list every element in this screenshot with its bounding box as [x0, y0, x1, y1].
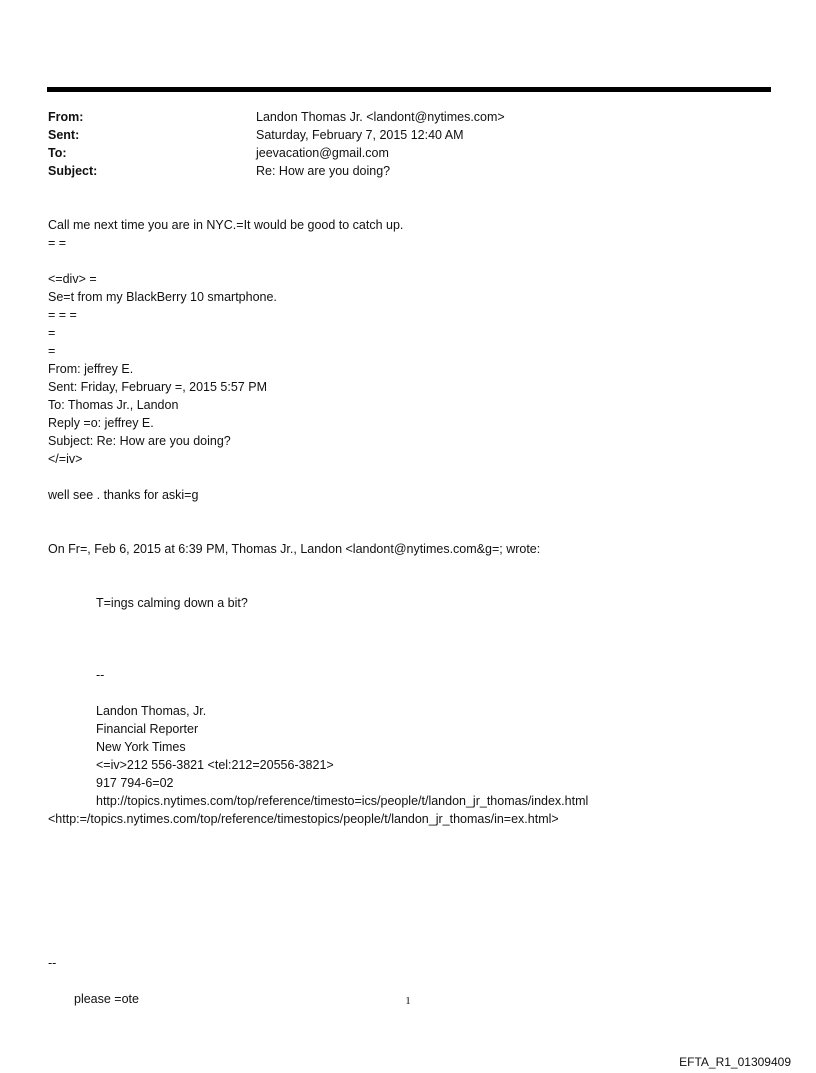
- body-line: <=iv>212 556-3821 <tel:212=20556-3821>: [96, 758, 334, 772]
- body-line: =: [48, 344, 56, 358]
- body-line: Landon Thomas, Jr.: [96, 704, 207, 718]
- to-label: To:: [48, 146, 67, 160]
- from-label: From:: [48, 110, 84, 124]
- sent-value: Saturday, February 7, 2015 12:40 AM: [256, 128, 464, 142]
- email-body: [48, 216, 788, 1008]
- body-line: <=div> =: [48, 272, 97, 286]
- sent-label: Sent:: [48, 128, 80, 142]
- body-line: T=ings calming down a bit?: [96, 596, 248, 610]
- body-line: =: [48, 326, 56, 340]
- page-number: 1: [405, 995, 411, 1007]
- subject-value: Re: How are you doing?: [256, 164, 391, 178]
- body-line: From: jeffrey E.: [48, 362, 134, 376]
- body-line: Se=t from my BlackBerry 10 smartphone.: [48, 290, 277, 304]
- subject-label: Subject:: [48, 164, 98, 178]
- body-line: Financial Reporter: [96, 722, 199, 736]
- body-line: Sent: Friday, February =, 2015 5:57 PM: [48, 380, 267, 394]
- subject-row: [48, 162, 748, 180]
- to-row: [48, 144, 748, 162]
- body-line: </=iv>: [48, 452, 83, 466]
- body-line: <http:=/topics.nytimes.com/top/reference/timestopics/people/t/landon_jr_thomas/in=ex.html>: [48, 812, 559, 826]
- from-row: [48, 108, 748, 126]
- header-rule: [47, 87, 771, 92]
- body-line: To: Thomas Jr., Landon: [48, 398, 179, 412]
- body-line: http://topics.nytimes.com/top/reference/timesto=ics/people/t/landon_jr_thomas/index.html: [96, 794, 589, 808]
- body-line: = = =: [48, 308, 77, 322]
- body-line: Call me next time you are in NYC.=It would be good to catch up.: [48, 218, 404, 232]
- sent-row: [48, 126, 748, 144]
- body-line: please =ote: [74, 992, 139, 1006]
- email-header: [48, 108, 748, 180]
- body-line: Subject: Re: How are you doing?: [48, 434, 231, 448]
- document-id: EFTA_R1_01309409: [679, 1055, 791, 1069]
- body-line: New York Times: [96, 740, 186, 754]
- body-line: On Fr=, Feb 6, 2015 at 6:39 PM, Thomas Jr., Landon <landont@nytimes.com&g=; wrote:: [48, 542, 541, 556]
- body-line: Reply =o: jeffrey E.: [48, 416, 154, 430]
- body-line: = =: [48, 236, 67, 250]
- body-line: well see . thanks for aski=g: [48, 488, 199, 502]
- to-value: jeevacation@gmail.com: [256, 146, 389, 160]
- body-line: --: [96, 668, 105, 682]
- body-line: 917 794-6=02: [96, 776, 174, 790]
- from-value: Landon Thomas Jr. <landont@nytimes.com>: [256, 110, 505, 124]
- body-line: --: [48, 956, 57, 970]
